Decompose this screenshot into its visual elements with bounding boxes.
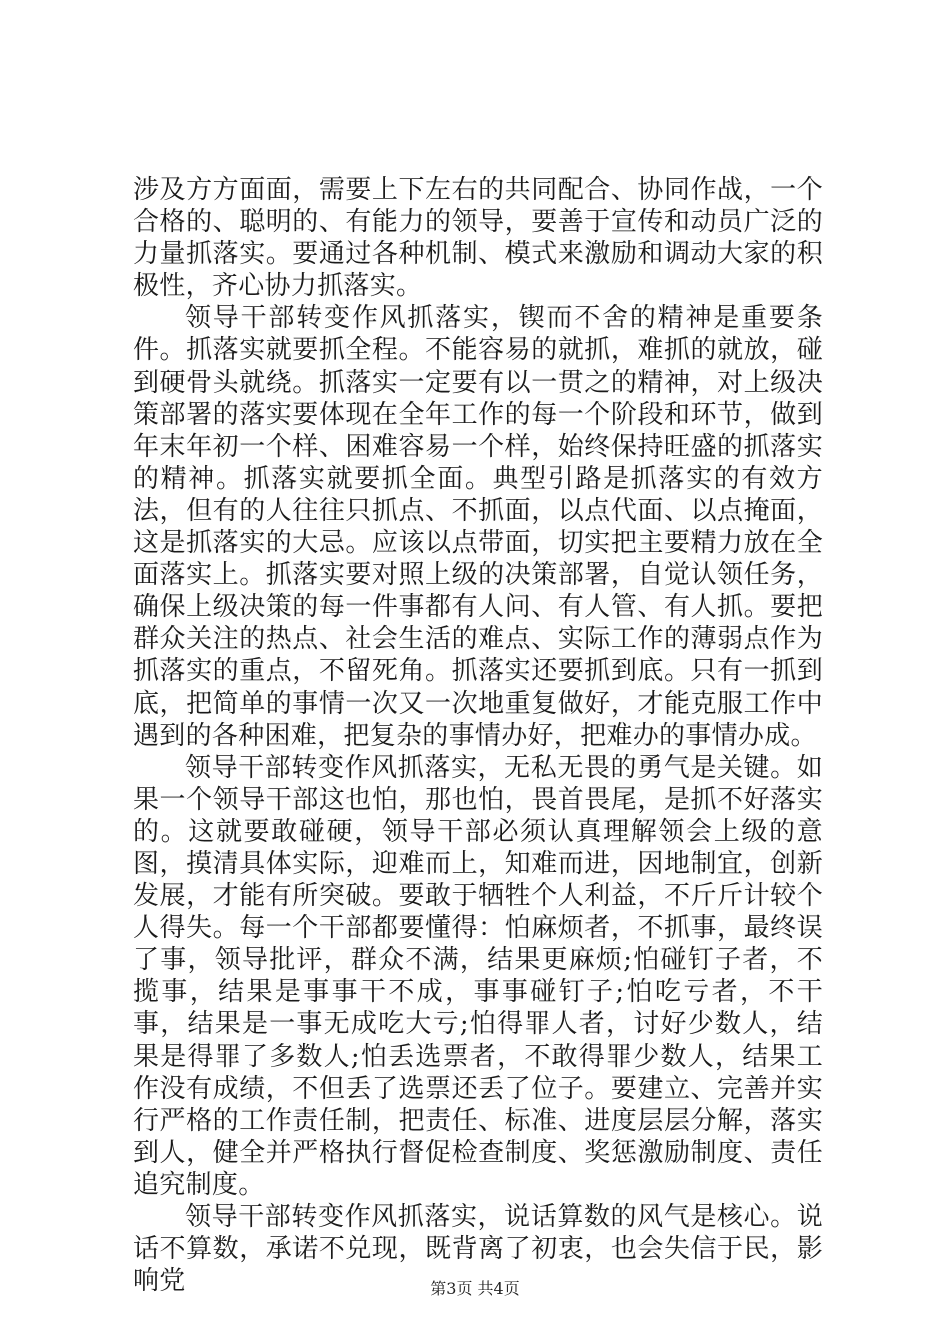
document-body [133,174,823,1297]
paragraph-continuation: 涉及方方面面，需要上下左右的共同配合、协同作战，一个合格的、聪明的、有能力的领导，要善于宣传和动员广泛的力量抓落实。要通过各种机制、模式来激励和调动大家的积极性，齐心协力抓落实。 [133,175,823,302]
page-number: 第3页 共4页 [430,1279,520,1298]
page-footer [0,1276,950,1299]
paragraph-credibility: 领导干部转变作风抓落实，说话算数的风气是核心。说话不算数，承诺不兑现，既背离了初衷，也会失信于民，影响党 [133,1202,823,1297]
paragraph-courage: 领导干部转变作风抓落实，无私无畏的勇气是关键。如果一个领导干部这也怕，那也怕，畏首畏尾，是抓不好落实的。这就要敢碰硬，领导干部必须认真理解领会上级的意图，摸清具体实际，迎难而上，知难而进，因地制宜，创新发展，才能有所突破。要敢于牺牲个人利益，不斤斤计较个人得失。每一个干部都要懂得：怕麻烦者，不抓事，最终误了事，领导批评，群众不满，结果更麻烦;怕碰钉子者，不揽事，结果是事事干不成，事事碰钉子;怕吃亏者，不干事，结果是一事无成吃大亏;怕得罪人者，讨好少数人，结果是得罪了多数人;怕丢选票者，不敢得罪少数人，结果工作没有成绩，不但丢了选票还丢了位子。要建立、完善并实行严格的工作责任制，把责任、标准、进度层层分解，落实到人，健全并严格执行督促检查制度、奖惩激励制度、责任追究制度。 [133,752,823,1200]
paragraph-perseverance: 领导干部转变作风抓落实，锲而不舍的精神是重要条件。抓落实就要抓全程。不能容易的就抓，难抓的就放，碰到硬骨头就绕。抓落实一定要有以一贯之的精神，对上级决策部署的落实要体现在全年工作的每一个阶段和环节，做到年末年初一个样、困难容易一个样，始终保持旺盛的抓落实的精神。抓落实就要抓全面。典型引路是抓落实的有效方法，但有的人往往只抓点、不抓面，以点代面、以点掩面，这是抓落实的大忌。应该以点带面，切实把主要精力放在全面落实上。抓落实要对照上级的决策部署，自觉认领任务，确保上级决策的每一件事都有人问、有人管、有人抓。要把群众关注的热点、社会生活的难点、实际工作的薄弱点作为抓落实的重点，不留死角。抓落实还要抓到底。只有一抓到底，把简单的事情一次又一次地重复做好，才能克服工作中遇到的各种困难，把复杂的事情办好，把难办的事情办成。 [133,303,823,751]
